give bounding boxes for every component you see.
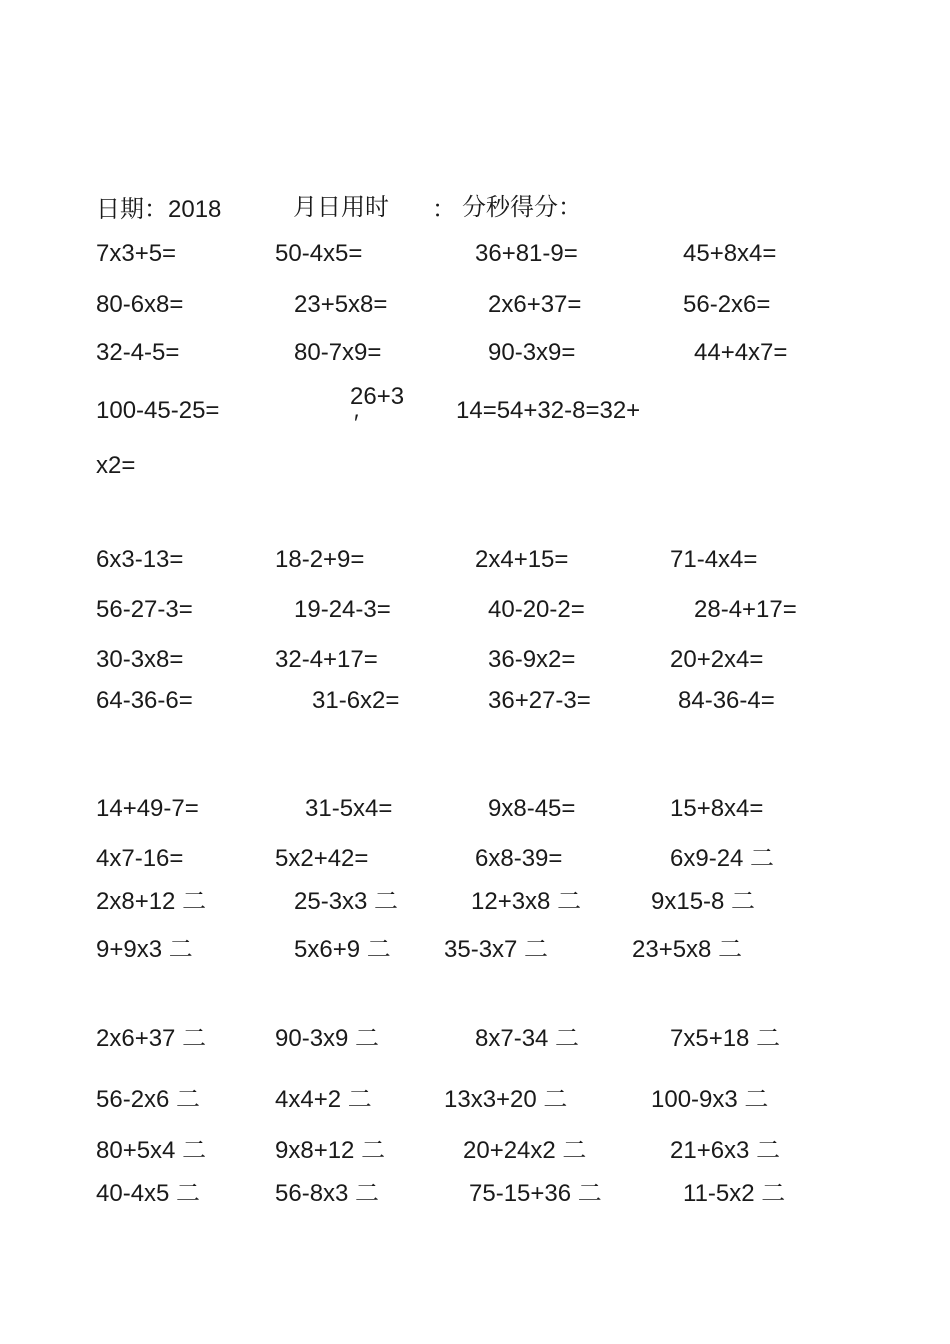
- problem: 20+2x4=: [670, 646, 764, 673]
- problem: 90-3x9 二: [275, 1025, 380, 1052]
- problem: 9+9x3 二: [96, 936, 193, 963]
- problem: 31-6x2=: [312, 687, 400, 714]
- problem: 30-3x8=: [96, 646, 184, 673]
- problem: 5x6+9 二: [294, 936, 391, 963]
- problem: 44+4x7=: [694, 339, 788, 366]
- problem: 26+3: [350, 383, 405, 410]
- problem: 90-3x9=: [488, 339, 576, 366]
- problem: 21+6x3 二: [670, 1137, 781, 1164]
- problem: 56-27-3=: [96, 596, 193, 623]
- problem: 4x4+2 二: [275, 1086, 372, 1113]
- problem: 56-2x6=: [683, 291, 771, 318]
- problem: 75-15+36 二: [469, 1180, 602, 1207]
- problem: 19-24-3=: [294, 596, 391, 623]
- problem: 4x7-16=: [96, 845, 184, 872]
- min-sec-score-label: 分秒得分：: [462, 194, 582, 221]
- problem: 2x4+15=: [475, 546, 569, 573]
- month-day-time-label: 月日用时: [293, 194, 389, 221]
- problem: 14=54+32-8=32+: [456, 397, 641, 424]
- problem: 18-2+9=: [275, 546, 365, 573]
- problem: 80-6x8=: [96, 291, 184, 318]
- problem: 9x8+12 二: [275, 1137, 386, 1164]
- fragment-mark: ′: [354, 410, 359, 437]
- problem: 31-5x4=: [305, 795, 393, 822]
- problem: 100-45-25=: [96, 397, 220, 424]
- date-label: 日期：2018: [96, 196, 222, 223]
- problem: 6x8-39=: [475, 845, 563, 872]
- problem: 13x3+20 二: [444, 1086, 568, 1113]
- problem: 28-4+17=: [694, 596, 797, 623]
- problem: 80+5x4 二: [96, 1137, 207, 1164]
- problem: 7x5+18 二: [670, 1025, 781, 1052]
- problem: 14+49-7=: [96, 795, 199, 822]
- problem: 36+27-3=: [488, 687, 591, 714]
- problem: 2x8+12 二: [96, 888, 207, 915]
- problem: 12+3x8 二: [471, 888, 582, 915]
- problem: 100-9x3 二: [651, 1086, 769, 1113]
- problem: 56-2x6 二: [96, 1086, 201, 1113]
- problem: 9x8-45=: [488, 795, 576, 822]
- problem: 15+8x4=: [670, 795, 764, 822]
- problem: 71-4x4=: [670, 546, 758, 573]
- colon-separator: ：: [432, 196, 456, 223]
- problem: x2=: [96, 452, 136, 479]
- problem: 2x6+37=: [488, 291, 582, 318]
- problem: 2x6+37 二: [96, 1025, 207, 1052]
- problem: 45+8x4=: [683, 240, 777, 267]
- problem: 32-4+17=: [275, 646, 378, 673]
- problem: 5x2+42=: [275, 845, 369, 872]
- problem: 56-8x3 二: [275, 1180, 380, 1207]
- problem: 84-36-4=: [678, 687, 775, 714]
- problem: 7x3+5=: [96, 240, 177, 267]
- problem: 9x15-8 二: [651, 888, 756, 915]
- problem: 32-4-5=: [96, 339, 180, 366]
- problem: 20+24x2 二: [463, 1137, 587, 1164]
- problem: 25-3x3 二: [294, 888, 399, 915]
- problem: 36+81-9=: [475, 240, 578, 267]
- problem: 8x7-34 二: [475, 1025, 580, 1052]
- problem: 6x9-24 二: [670, 845, 775, 872]
- problem: 36-9x2=: [488, 646, 576, 673]
- problem: 11-5x2 二: [683, 1180, 786, 1207]
- problem: 80-7x9=: [294, 339, 382, 366]
- problem: 35-3x7 二: [444, 936, 549, 963]
- problem: 23+5x8 二: [632, 936, 743, 963]
- problem: 23+5x8=: [294, 291, 388, 318]
- problem: 40-4x5 二: [96, 1180, 201, 1207]
- problem: 6x3-13=: [96, 546, 184, 573]
- problem: 50-4x5=: [275, 240, 363, 267]
- problem: 64-36-6=: [96, 687, 193, 714]
- problem: 40-20-2=: [488, 596, 585, 623]
